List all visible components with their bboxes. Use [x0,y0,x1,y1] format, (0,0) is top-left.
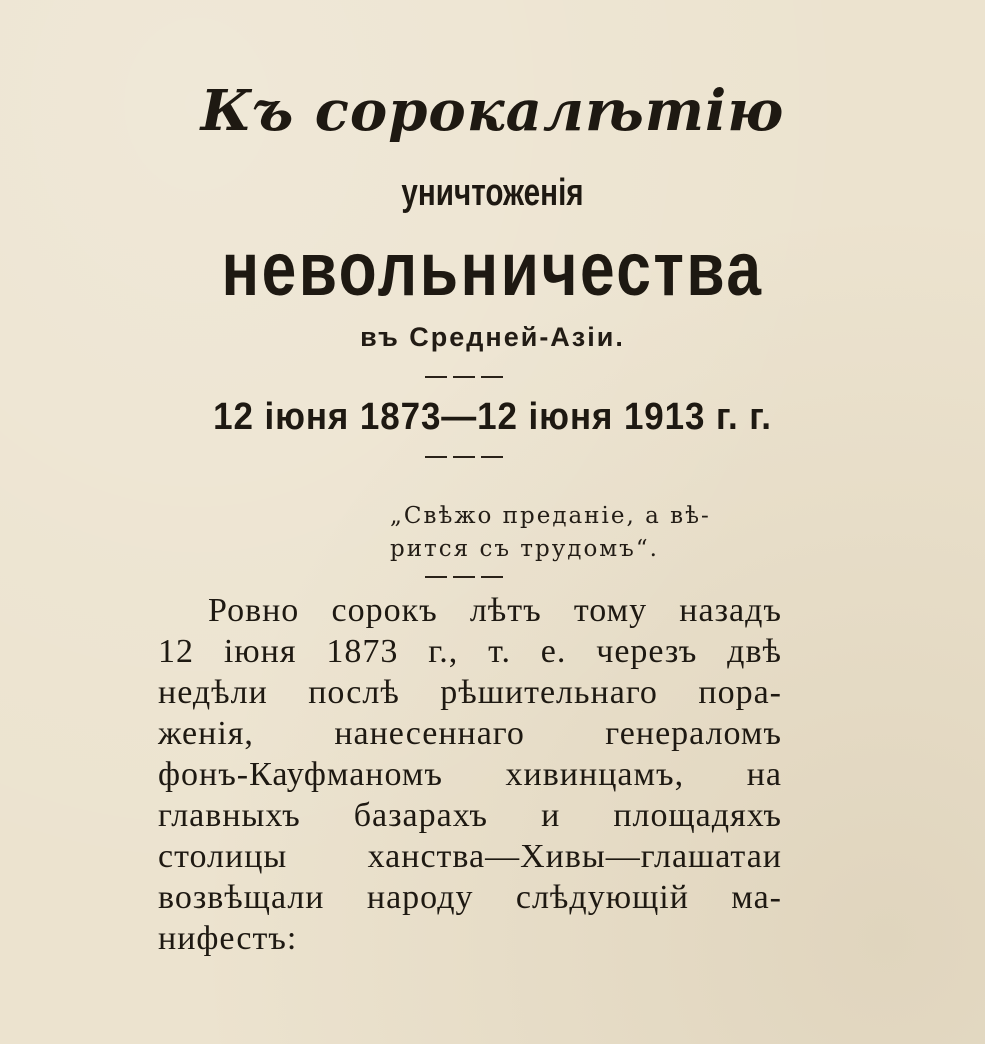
epigraph-line-2: рится съ трудомъ“. [390,536,659,562]
body-line-9: нифестъ: [158,920,298,957]
body-line-6: главныхъ базарахъ и площадяхъ [158,797,782,834]
body-line-4: женія, нанесеннаго генераломъ [158,715,782,752]
title-line-2: уничтоженія [401,172,584,214]
body-line-5: фонъ-Кауфманомъ хивинцамъ, на [158,756,782,793]
title-line-3: невольничества [221,227,764,312]
divider-rule-1 [425,376,507,378]
date-range: 12 іюня 1873—12 іюня 1913 г. г. [213,396,772,438]
epigraph-line-1: „Свѣжо преданіе, а вѣ- [390,503,711,529]
divider-rule-2 [425,456,507,458]
body-line-1: Ровно сорокъ лѣтъ тому назадъ [208,592,782,629]
body-line-8: возвѣщали народу слѣдующій ма- [158,879,782,916]
subtitle-line: въ Средней-Азіи. [360,322,625,352]
body-line-3: недѣли послѣ рѣшительнаго пора- [158,674,782,711]
body-line-7: столицы ханства—Хивы—глашатаи [158,838,782,875]
title-line-1: Къ сорокалѣтію [200,78,785,144]
divider-rule-3 [425,576,507,578]
body-line-2: 12 іюня 1873 г., т. е. черезъ двѣ [158,633,782,670]
